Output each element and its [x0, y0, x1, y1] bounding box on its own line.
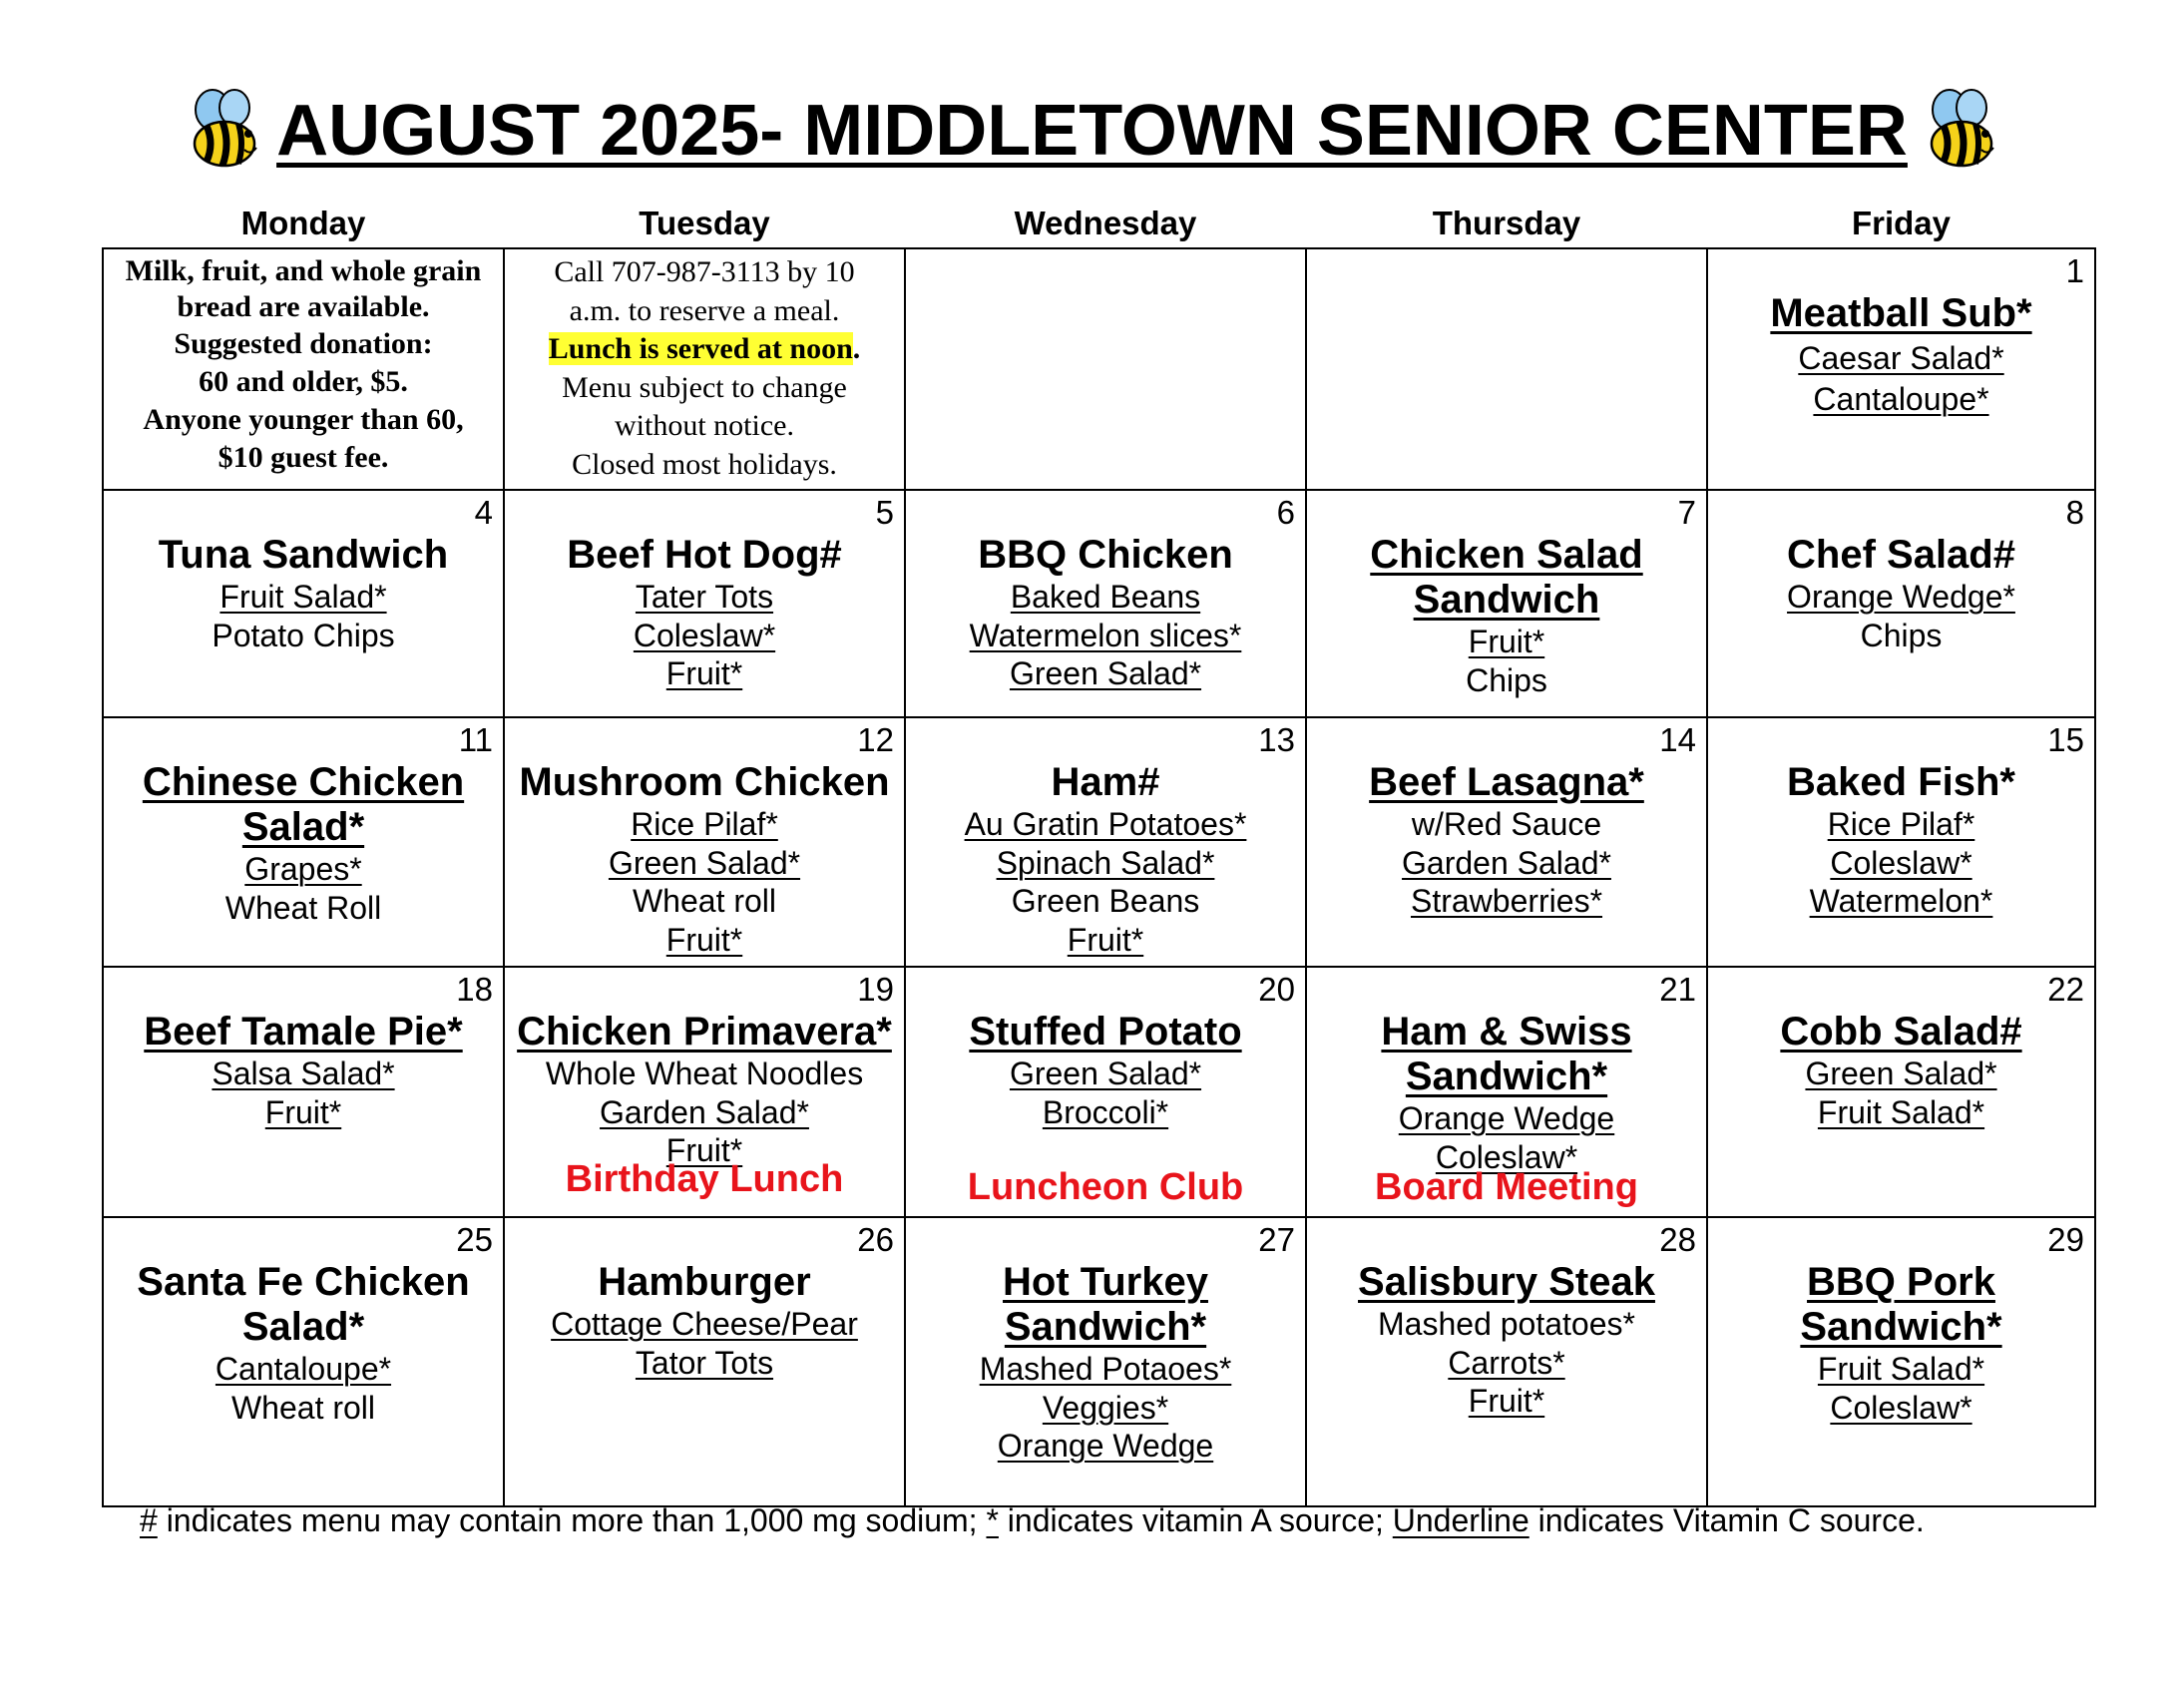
date-number: 15 — [2047, 721, 2084, 758]
info-line: Closed most holidays. — [572, 447, 837, 481]
side-item: Chips — [1466, 661, 1547, 698]
entree: Hamburger — [598, 1260, 811, 1304]
side-item: Cantaloupe* — [1813, 381, 1989, 417]
day-cell-11 — [103, 717, 504, 967]
day-cell-12 — [504, 717, 905, 967]
day-cell-13 — [905, 717, 1306, 967]
entree: Mushroom Chicken — [519, 760, 890, 804]
day-cell-19 — [504, 967, 905, 1217]
side-item: Caesar Salad* — [1798, 340, 2004, 376]
day-cell-20 — [905, 967, 1306, 1217]
menu — [906, 533, 1305, 693]
legend-star-symbol: * — [986, 1502, 999, 1538]
side-item: Grapes* — [244, 851, 362, 887]
info-line: Menu subject to change — [562, 370, 847, 404]
side-item: Fruit* — [665, 1132, 743, 1168]
entree: Beef Hot Dog# — [567, 533, 842, 577]
calendar-grid — [102, 247, 2096, 1507]
date-number: 11 — [458, 721, 493, 758]
menu — [1708, 533, 2094, 654]
date-number: 27 — [1258, 1221, 1295, 1258]
entree: Salisbury Steak — [1358, 1260, 1655, 1304]
entree: Cobb Salad# — [1780, 1010, 2022, 1054]
side-item: w/Red Sauce — [1411, 806, 1602, 842]
calendar-week-1 — [103, 248, 2095, 490]
entree: Chicken Primavera* — [517, 1010, 892, 1054]
menu — [1307, 533, 1706, 699]
side-item: Fruit Salad* — [1817, 1093, 1985, 1130]
menu — [505, 1260, 904, 1382]
entree: Stuffed Potato — [969, 1010, 1242, 1054]
side-item: Wheat roll — [632, 883, 777, 919]
page-title: AUGUST 2025- MIDDLETOWN SENIOR CENTER — [276, 91, 1908, 171]
entree: Sandwich* — [1800, 1305, 2002, 1349]
date-number: 29 — [2047, 1221, 2084, 1258]
entree: Hot Turkey — [1003, 1260, 1208, 1304]
info-line: a.m. to reserve a meal. — [569, 293, 840, 327]
legend-star-text: indicates vitamin A source; — [998, 1502, 1393, 1538]
date-number: 6 — [1276, 494, 1295, 531]
menu — [906, 760, 1305, 959]
side-item: Au Gratin Potatoes* — [964, 806, 1247, 842]
event-label: Birthday Lunch — [565, 1158, 844, 1200]
side-item: Fruit* — [1067, 921, 1144, 958]
date-number: 14 — [1659, 721, 1696, 758]
bee-icon — [185, 88, 262, 174]
info-line: $10 guest fee. — [218, 441, 389, 474]
info-line: 60 and older, $5. — [199, 365, 408, 398]
side-item: Coleslaw* — [633, 617, 776, 653]
empty-cell — [1306, 248, 1707, 490]
date-number: 25 — [456, 1221, 493, 1258]
info-line: Call 707-987-3113 by 10 — [554, 255, 855, 288]
day-cell-15 — [1707, 717, 2095, 967]
side-item: Fruit* — [665, 921, 743, 958]
calendar-week-4 — [103, 967, 2095, 1217]
info-line: Anyone younger than 60, — [143, 403, 464, 436]
side-item: Fruit Salad* — [1817, 1351, 1985, 1387]
menu — [906, 1010, 1305, 1131]
side-item: Green Salad* — [608, 844, 801, 881]
entree: Salad* — [241, 805, 365, 849]
menu — [1708, 760, 2094, 921]
side-item: Rice Pilaf* — [1827, 806, 1975, 842]
menu — [505, 1010, 904, 1170]
event-label: Luncheon Club — [967, 1166, 1244, 1208]
date-number: 8 — [2065, 494, 2084, 531]
side-item: Carrots* — [1448, 1344, 1565, 1381]
day-header-friday: Friday — [1851, 205, 1952, 241]
info-cell-donation — [103, 248, 504, 490]
lunch-time-highlight: Lunch is served at noon — [548, 332, 853, 365]
entree: Sandwich* — [1405, 1055, 1608, 1098]
day-cell-1 — [1707, 248, 2095, 490]
side-item: Strawberries* — [1410, 883, 1603, 919]
day-header-thursday: Thursday — [1432, 205, 1581, 241]
menu — [505, 533, 904, 693]
side-item: Green Beans — [1011, 883, 1200, 919]
side-item: Fruit Salad* — [219, 579, 387, 615]
side-item: Watermelon slices* — [969, 617, 1242, 653]
entree: Santa Fe Chicken — [137, 1260, 470, 1304]
date-number: 19 — [857, 971, 894, 1008]
day-cell-8 — [1707, 490, 2095, 717]
day-cell-22 — [1707, 967, 2095, 1217]
info-line: without notice. — [615, 409, 794, 442]
menu — [1708, 1260, 2094, 1427]
day-headers — [103, 200, 2095, 247]
info-line: Milk, fruit, and whole grain — [125, 254, 482, 287]
side-item: Green Salad* — [1009, 1055, 1202, 1091]
side-item: Orange Wedge — [1398, 1100, 1615, 1136]
entree: Beef Tamale Pie* — [144, 1010, 463, 1054]
day-cell-18 — [103, 967, 504, 1217]
day-cell-5 — [504, 490, 905, 717]
date-number: 26 — [857, 1221, 894, 1258]
side-item: Mashed Potaoes* — [979, 1351, 1232, 1387]
day-cell-6 — [905, 490, 1306, 717]
legend-hash-text: indicates menu may contain more than 1,000 mg sodium; — [157, 1502, 987, 1538]
menu — [104, 760, 503, 927]
date-number: 7 — [1677, 494, 1696, 531]
side-item: Orange Wedge* — [1787, 579, 2015, 615]
entree: Salad* — [241, 1305, 365, 1349]
side-item: Baked Beans — [1010, 579, 1201, 615]
side-item: Orange Wedge — [997, 1428, 1214, 1464]
side-item: Coleslaw* — [1435, 1138, 1578, 1175]
legend — [140, 1502, 1925, 1539]
side-item: Garden Salad* — [600, 1093, 809, 1130]
day-cell-29 — [1707, 1217, 2095, 1506]
reservation-info — [505, 249, 904, 484]
side-item: Mashed potatoes* — [1378, 1306, 1635, 1342]
side-item: Fruit* — [1468, 1383, 1545, 1419]
menu — [1708, 1010, 2094, 1131]
menu — [1307, 760, 1706, 921]
entree: Ham# — [1051, 760, 1160, 804]
legend-underline-text: indicates Vitamin C source. — [1529, 1502, 1925, 1538]
date-number: 20 — [1258, 971, 1295, 1008]
side-item: Veggies* — [1042, 1389, 1169, 1426]
side-item: Green Salad* — [1009, 655, 1202, 691]
legend-underline-word: Underline — [1392, 1502, 1529, 1538]
info-punct: . — [852, 332, 861, 365]
donation-info — [104, 249, 503, 477]
side-item: Broccoli* — [1042, 1093, 1169, 1130]
info-line: bread are available. — [177, 290, 430, 323]
side-item: Salsa Salad* — [212, 1055, 395, 1091]
side-item: Watermelon* — [1809, 883, 1993, 919]
side-item: Tater Tots — [635, 579, 774, 615]
entree: Sandwich — [1413, 578, 1600, 622]
legend-hash-symbol: # — [140, 1502, 158, 1538]
side-item: Garden Salad* — [1402, 844, 1611, 881]
side-item: Cantaloupe* — [215, 1351, 392, 1387]
info-line — [505, 330, 904, 369]
side-item: Wheat Roll — [224, 889, 382, 926]
side-item: Chips — [1860, 617, 1943, 653]
day-cell-21 — [1306, 967, 1707, 1217]
date-number: 12 — [857, 721, 894, 758]
entree: Ham & Swiss — [1381, 1010, 1632, 1054]
date-number: 28 — [1659, 1221, 1696, 1258]
menu — [104, 1010, 503, 1131]
entree: Chinese Chicken — [142, 760, 465, 804]
date-number: 1 — [2065, 252, 2084, 289]
entree: Tuna Sandwich — [158, 533, 449, 577]
day-cell-26 — [504, 1217, 905, 1506]
date-number: 18 — [456, 971, 493, 1008]
side-item: Spinach Salad* — [996, 844, 1215, 881]
day-cell-25 — [103, 1217, 504, 1506]
entree: BBQ Chicken — [978, 533, 1233, 577]
calendar-week-5 — [103, 1217, 2095, 1506]
side-item: Fruit* — [1468, 624, 1545, 659]
entree: Meatball Sub* — [1770, 291, 2032, 335]
side-item: Whole Wheat Noodles — [545, 1055, 864, 1091]
entree: Chicken Salad — [1370, 533, 1643, 577]
menu — [1307, 1010, 1706, 1176]
day-cell-14 — [1306, 717, 1707, 967]
day-header-monday: Monday — [240, 205, 366, 241]
side-item: Green Salad* — [1805, 1055, 1997, 1091]
calendar-week-2 — [103, 490, 2095, 717]
menu — [104, 533, 503, 654]
date-number: 21 — [1659, 971, 1696, 1008]
day-cell-4 — [103, 490, 504, 717]
info-line: Suggested donation: — [174, 327, 433, 360]
menu — [1307, 1260, 1706, 1421]
side-item: Tator Tots — [635, 1344, 774, 1381]
entree: BBQ Pork — [1807, 1260, 1995, 1304]
menu — [1708, 291, 2094, 418]
date-number: 5 — [875, 494, 894, 531]
day-header-tuesday: Tuesday — [639, 205, 770, 241]
calendar-week-3 — [103, 717, 2095, 967]
event-label: Board Meeting — [1375, 1166, 1638, 1208]
side-item: Cottage Cheese/Pear — [551, 1306, 858, 1342]
date-number: 13 — [1258, 721, 1295, 758]
menu — [906, 1260, 1305, 1466]
side-item: Wheat roll — [230, 1389, 376, 1426]
bee-icon — [1922, 88, 1999, 174]
side-item: Fruit* — [665, 655, 743, 691]
empty-cell — [905, 248, 1306, 490]
entree: Beef Lasagna* — [1369, 760, 1644, 804]
entree: Chef Salad# — [1787, 533, 2015, 577]
side-item: Coleslaw* — [1830, 1389, 1972, 1426]
side-item: Potato Chips — [212, 617, 395, 653]
menu — [104, 1260, 503, 1427]
day-cell-7 — [1306, 490, 1707, 717]
entree: Sandwich* — [1004, 1305, 1207, 1349]
date-number: 4 — [474, 494, 493, 531]
day-header-wednesday: Wednesday — [1014, 205, 1197, 241]
info-cell-reservation — [504, 248, 905, 490]
side-item: Rice Pilaf* — [631, 806, 778, 842]
day-cell-28 — [1306, 1217, 1707, 1506]
side-item: Coleslaw* — [1830, 844, 1972, 881]
entree: Baked Fish* — [1787, 760, 2015, 804]
side-item: Fruit* — [264, 1093, 342, 1130]
menu — [505, 760, 904, 959]
date-number: 22 — [2047, 971, 2084, 1008]
title-row — [0, 76, 2184, 186]
day-cell-27 — [905, 1217, 1306, 1506]
